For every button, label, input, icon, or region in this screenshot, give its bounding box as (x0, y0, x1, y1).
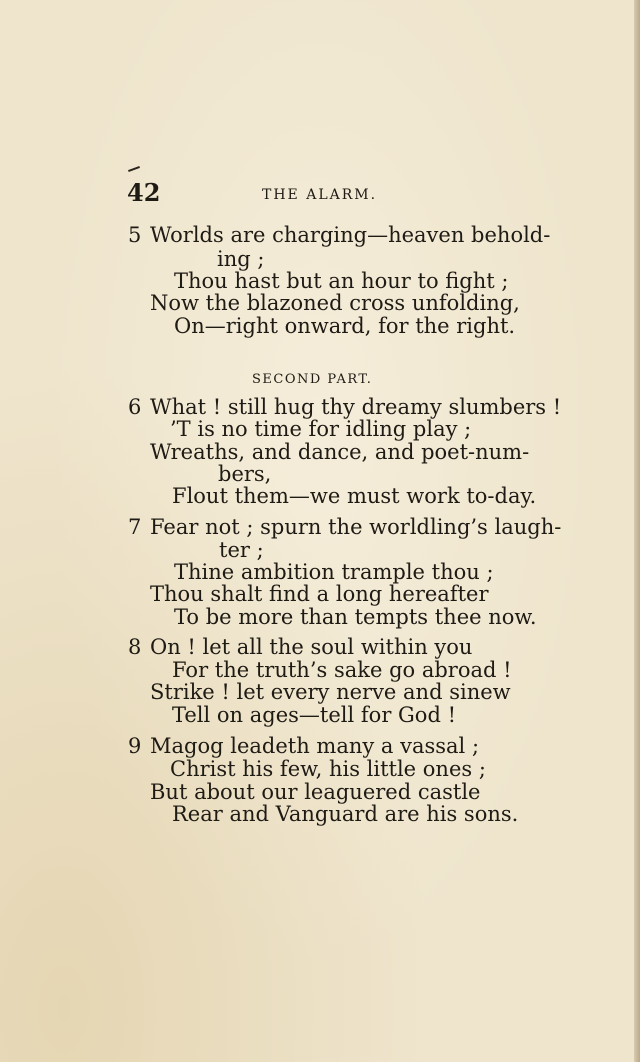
verse-line: Tell on ages—tell for God ! (172, 703, 457, 727)
verse-line: Worlds are charging—heaven behold- (150, 223, 551, 247)
verse-line: Thou hast but an hour to fight ; (174, 269, 509, 293)
verse-line: What ! still hug thy dreamy slumbers ! (150, 395, 562, 419)
verse-line: ’T is no time for idling play ; (170, 417, 472, 441)
verse-number: 5 (128, 223, 142, 247)
verse-line: But about our leaguered castle (150, 780, 481, 804)
verse-line: On ! let all the soul within you (150, 635, 473, 659)
page-edge (634, 0, 640, 1062)
verse-line: Rear and Vanguard are his sons. (172, 802, 519, 826)
verse-line: Now the blazoned cross unfolding, (150, 291, 520, 315)
verse-line: Christ his few, his little ones ; (170, 757, 486, 781)
verse-line: On—right onward, for the right. (174, 314, 516, 338)
verse-line: Thou shalt find a long hereafter (150, 582, 489, 606)
ink-mark (128, 166, 140, 172)
verse-number: 7 (128, 515, 142, 539)
verse-line: bers, (218, 462, 272, 486)
section-heading: SECOND PART. (252, 372, 373, 387)
page-header (0, 178, 640, 210)
running-head: THE ALARM. (262, 187, 378, 203)
verse-line: Flout them—we must work to-day. (172, 484, 537, 508)
verse-number: 9 (128, 734, 142, 758)
page-number: 42 (127, 178, 161, 207)
verse-line: For the truth’s sake go abroad ! (172, 658, 512, 682)
verse-line: Thine ambition trample thou ; (174, 560, 494, 584)
verse-number: 8 (128, 635, 142, 659)
verse-line: Fear not ; spurn the worldling’s laugh- (150, 515, 562, 539)
verse-number: 6 (128, 395, 142, 419)
verse-line: Wreaths, and dance, and poet-num- (150, 440, 530, 464)
verse-line: ter ; (219, 538, 264, 562)
verse-line: ing ; (217, 247, 265, 271)
verse-line: Magog leadeth many a vassal ; (150, 734, 480, 758)
verse-line: Strike ! let every nerve and sinew (150, 680, 511, 704)
verse-line: To be more than tempts thee now. (174, 605, 537, 629)
